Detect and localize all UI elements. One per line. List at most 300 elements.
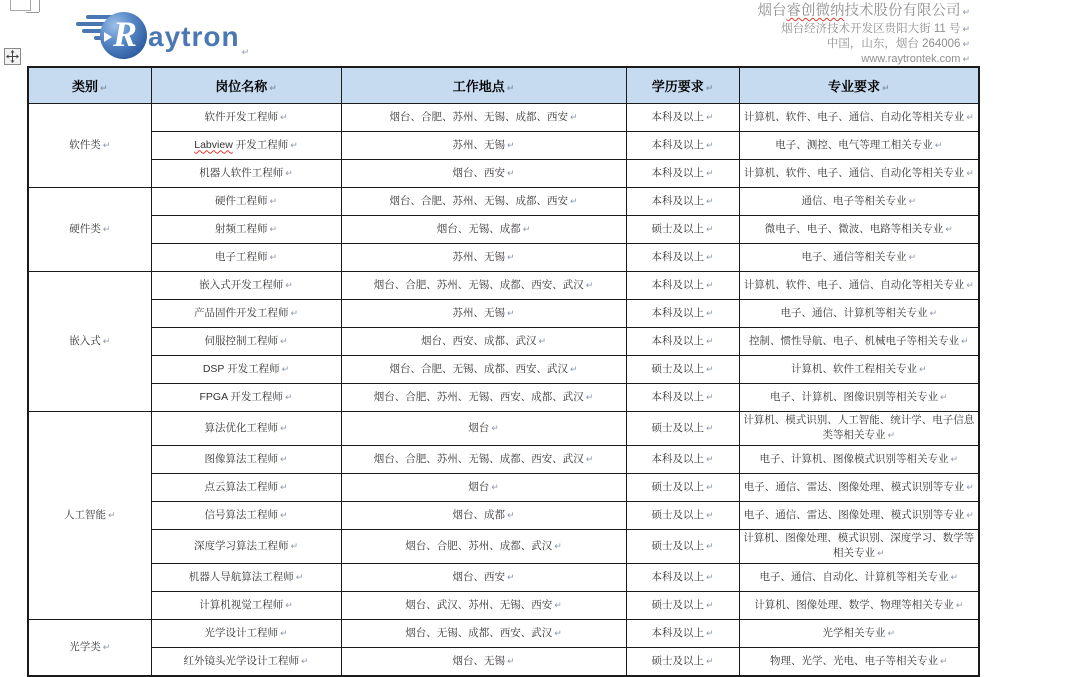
paragraph-mark: ↵	[107, 510, 116, 521]
major-label: 电子、通信、雷达、图像处理、模式识别等专业	[743, 480, 965, 493]
position-label: 软件开发工程师	[204, 110, 278, 123]
col-header-major[interactable]	[739, 67, 979, 104]
col-header-label: 学历要求	[651, 79, 704, 94]
position-cell[interactable]	[151, 592, 341, 620]
degree-cell[interactable]	[626, 244, 739, 272]
paragraph-mark: ↵	[585, 280, 594, 291]
location-cell[interactable]	[341, 530, 626, 564]
table-row	[28, 412, 979, 446]
paragraph-mark: ↵	[295, 572, 304, 583]
position-label: 产品固件开发工程师	[193, 306, 289, 319]
degree-cell[interactable]	[626, 474, 739, 502]
table-row	[28, 564, 979, 592]
location-cell[interactable]	[341, 244, 626, 272]
position-label: 点云算法工程师	[204, 480, 278, 493]
table-row	[28, 502, 979, 530]
degree-label: 硕士及以上	[651, 421, 704, 434]
location-cell[interactable]	[341, 272, 626, 300]
major-label: 计算机、软件、电子、通信、自动化等相关专业	[743, 166, 965, 179]
degree-label: 本科及以上	[651, 334, 704, 347]
paragraph-mark: ↵	[705, 280, 714, 291]
degree-label: 本科及以上	[651, 570, 704, 583]
logo-wordmark: aytron	[148, 21, 240, 52]
paragraph-mark: ↵	[955, 600, 964, 611]
company-city-line	[757, 38, 970, 52]
paragraph-mark: ↵	[705, 600, 714, 611]
degree-label: 硕士及以上	[651, 539, 704, 552]
position-cell[interactable]	[151, 244, 341, 272]
paragraph-mark: ↵	[934, 140, 943, 151]
location-label: 烟台、合肥、苏州、无锡、成都、西安、武汉	[373, 278, 584, 291]
table-row	[28, 592, 979, 620]
col-header-label: 工作地点	[452, 79, 505, 94]
major-cell[interactable]	[739, 502, 979, 530]
position-cell[interactable]	[151, 300, 341, 328]
paragraph-mark: ↵	[966, 510, 974, 521]
degree-label: 本科及以上	[651, 390, 704, 403]
major-label: 微电子、电子、微波、电路等相关专业	[764, 222, 944, 235]
major-cell[interactable]	[739, 328, 979, 356]
paragraph-mark: ↵	[522, 224, 531, 235]
paragraph-mark: ↵	[269, 252, 278, 263]
degree-label: 本科及以上	[651, 194, 704, 207]
table-header-row	[28, 67, 979, 104]
location-label: 烟台、合肥、苏州、无锡、成都、西安、武汉	[373, 452, 584, 465]
location-cell[interactable]	[341, 216, 626, 244]
category-label: 嵌入式	[69, 334, 101, 347]
paragraph-mark: ↵	[290, 308, 299, 319]
location-cell[interactable]	[341, 132, 626, 160]
position-cell[interactable]	[151, 216, 341, 244]
paragraph-mark: ↵	[945, 224, 953, 235]
position-cell[interactable]	[151, 384, 341, 412]
paragraph-mark: ↵	[908, 196, 917, 207]
paragraph-mark: ↵	[705, 196, 714, 207]
text-boundary-mark	[26, 12, 39, 13]
major-label: 控制、惯性导航、电子、机械电子等相关专业	[748, 334, 959, 347]
paragraph-mark: ↵	[585, 392, 594, 403]
position-cell[interactable]	[151, 564, 341, 592]
degree-label: 硕士及以上	[651, 222, 704, 235]
major-cell[interactable]	[739, 132, 979, 160]
degree-cell[interactable]	[626, 104, 739, 132]
paragraph-mark: ↵	[705, 510, 714, 521]
degree-label: 本科及以上	[651, 166, 704, 179]
paragraph-mark: ↵	[585, 454, 594, 465]
major-cell[interactable]	[739, 474, 979, 502]
paragraph-mark: ↵	[290, 541, 299, 552]
location-cell[interactable]	[341, 446, 626, 474]
category-cell[interactable]	[28, 188, 151, 272]
paragraph-mark: ↵	[908, 252, 917, 263]
paragraph-mark: ↵	[705, 392, 714, 403]
paragraph-mark: ↵	[887, 431, 896, 441]
major-cell[interactable]	[739, 272, 979, 300]
paragraph-mark: ↵	[966, 280, 974, 291]
degree-cell[interactable]	[626, 592, 739, 620]
paragraph-mark: ↵	[99, 84, 108, 94]
position-cell[interactable]	[151, 328, 341, 356]
degree-cell[interactable]	[626, 132, 739, 160]
position-cell[interactable]	[151, 446, 341, 474]
major-label: 计算机、图像处理、模式识别、深度学习、数学等相关专业	[743, 532, 975, 559]
degree-cell[interactable]	[626, 530, 739, 564]
degree-cell[interactable]	[626, 564, 739, 592]
degree-cell[interactable]	[626, 160, 739, 188]
paragraph-mark: ↵	[285, 600, 293, 611]
major-cell[interactable]	[739, 104, 979, 132]
position-label: 开发工程师	[232, 138, 289, 151]
major-cell[interactable]	[739, 620, 979, 648]
degree-cell[interactable]	[626, 356, 739, 384]
paragraph-mark: ↵	[102, 336, 111, 347]
paragraph-mark: ↵	[279, 482, 288, 493]
paragraph-mark: ↵	[962, 55, 970, 65]
position-cell[interactable]	[151, 620, 341, 648]
major-cell[interactable]	[739, 412, 979, 446]
paragraph-mark: ↵	[705, 252, 714, 263]
paragraph-mark: ↵	[290, 140, 298, 151]
location-cell[interactable]	[341, 384, 626, 412]
degree-cell[interactable]	[626, 648, 739, 677]
major-label: 电子、计算机、图像模式识别等相关专业	[759, 452, 949, 465]
location-cell[interactable]	[341, 592, 626, 620]
position-cell[interactable]	[151, 104, 341, 132]
paragraph-mark: ↵	[506, 84, 515, 94]
location-label: 烟台、武汉、苏州、无锡、西安	[405, 598, 553, 611]
table-row	[28, 160, 979, 188]
company-website: www.raytrontek.com	[861, 53, 961, 65]
location-label: 苏州、无锡	[452, 250, 505, 263]
category-label: 硬件类	[69, 222, 101, 235]
location-label: 烟台、合肥、苏州、成都、武汉	[405, 539, 553, 552]
col-header-label: 专业要求	[827, 79, 880, 94]
degree-cell[interactable]	[626, 328, 739, 356]
paragraph-mark: ↵	[881, 84, 890, 94]
paragraph-mark: ↵	[960, 336, 969, 347]
major-cell[interactable]	[739, 564, 979, 592]
table-row	[28, 216, 979, 244]
col-header-position[interactable]	[151, 67, 341, 104]
degree-cell[interactable]	[626, 502, 739, 530]
table-row	[28, 104, 979, 132]
table-row	[28, 188, 979, 216]
paragraph-mark: ↵	[705, 224, 714, 235]
paragraph-mark: ↵	[491, 423, 499, 434]
position-label: 机器人软件工程师	[199, 166, 284, 179]
paragraph-mark: ↵	[569, 364, 578, 375]
major-cell[interactable]	[739, 592, 979, 620]
table-row	[28, 272, 979, 300]
position-label: 深度学习算法工程师	[193, 539, 289, 552]
paragraph-mark: ↵	[506, 168, 515, 179]
col-header-label: 岗位名称	[215, 79, 268, 94]
col-header-category[interactable]	[28, 67, 151, 104]
position-label: 电子工程师	[214, 250, 268, 263]
degree-label: 硕士及以上	[651, 480, 704, 493]
paragraph-mark: ↵	[285, 168, 293, 179]
category-cell[interactable]	[28, 620, 151, 677]
major-label: 电子、通信、计算机等相关专业	[780, 306, 928, 319]
category-label: 软件类	[69, 138, 101, 151]
major-label: 电子、通信等相关专业	[801, 250, 907, 263]
position-cell[interactable]	[151, 132, 341, 160]
paragraph-mark: ↵	[705, 656, 714, 667]
degree-label: 本科及以上	[651, 626, 704, 639]
table-row	[28, 300, 979, 328]
position-cell[interactable]	[151, 356, 341, 384]
location-label: 烟台、西安	[452, 570, 505, 583]
location-cell[interactable]	[341, 620, 626, 648]
location-cell[interactable]	[341, 160, 626, 188]
category-label: 人工智能	[63, 508, 106, 521]
company-name-line	[757, 3, 970, 22]
paragraph-mark: ↵	[102, 140, 111, 151]
paragraph-mark: ↵	[705, 140, 714, 151]
paragraph-mark: ↵	[705, 541, 714, 552]
table-row	[28, 328, 979, 356]
paragraph-mark: ↵	[876, 549, 885, 559]
position-cell[interactable]	[151, 272, 341, 300]
degree-label: 本科及以上	[651, 452, 704, 465]
major-label: 计算机、软件、电子、通信、自动化等相关专业	[743, 110, 965, 123]
category-label: 光学类	[69, 640, 101, 653]
position-label: DSP 开发工程师	[202, 362, 280, 375]
category-cell[interactable]	[28, 272, 151, 412]
paragraph-mark: ↵	[279, 423, 288, 434]
location-cell[interactable]	[341, 648, 626, 677]
paragraph-mark: ↵	[269, 224, 278, 235]
paragraph-mark: ↵	[554, 600, 562, 611]
paragraph-mark: ↵	[506, 140, 515, 151]
location-label: 苏州、无锡	[452, 138, 505, 151]
company-website-line	[757, 53, 970, 67]
table-move-handle[interactable]	[4, 48, 21, 65]
paragraph-mark: ↵	[102, 642, 111, 653]
degree-cell[interactable]	[626, 446, 739, 474]
location-cell[interactable]	[341, 564, 626, 592]
location-cell[interactable]	[341, 356, 626, 384]
company-address: 烟台经济技术开发区贵阳大街 11 号	[781, 23, 961, 35]
position-label: 硬件工程师	[214, 194, 268, 207]
company-name-prefix: 烟台	[757, 3, 787, 19]
position-label: 嵌入式开发工程师	[199, 278, 284, 291]
company-name-suffix: 技术股份有限公司	[844, 3, 961, 19]
major-label: 计算机、模式识别、人工智能、统计学、电子信息类等相关专业	[743, 414, 975, 441]
paragraph-mark: ↵	[705, 628, 714, 639]
location-label: 烟台、无锡、成都、西安、武汉	[405, 626, 553, 639]
major-label: 电子、测控、电气等理工相关专业	[775, 138, 933, 151]
location-cell[interactable]	[341, 188, 626, 216]
position-label: FPGA 开发工程师	[199, 390, 283, 403]
major-cell[interactable]	[739, 530, 979, 564]
position-cell[interactable]	[151, 412, 341, 446]
paragraph-mark: ↵	[705, 364, 714, 375]
paragraph-mark: ↵	[705, 168, 714, 179]
paragraph-mark: ↵	[279, 336, 288, 347]
page-edge-marker	[10, 0, 31, 11]
text-boundary-mark	[39, 0, 40, 12]
paragraph-mark: ↵	[929, 308, 938, 319]
position-label: 信号算法工程师	[204, 508, 278, 521]
table-row	[28, 132, 979, 160]
major-label: 光学相关专业	[822, 626, 886, 639]
location-label: 烟台、无锡	[452, 654, 505, 667]
col-header-degree[interactable]	[626, 67, 739, 104]
degree-cell[interactable]	[626, 384, 739, 412]
position-label: 算法优化工程师	[204, 421, 278, 434]
paragraph-mark: ↵	[705, 482, 714, 493]
paragraph-mark: ↵	[887, 628, 896, 639]
location-label: 烟台、合肥、苏州、无锡、成都、西安	[389, 194, 568, 207]
paragraph-mark: ↵	[966, 482, 974, 493]
paragraph-mark: ↵	[538, 336, 547, 347]
major-cell[interactable]	[739, 384, 979, 412]
location-cell[interactable]	[341, 300, 626, 328]
position-cell[interactable]	[151, 530, 341, 564]
paragraph-mark: ↵	[569, 196, 578, 207]
move-cross-icon	[6, 50, 19, 63]
logo-ball-icon	[100, 12, 147, 59]
table-row	[28, 530, 979, 564]
col-header-location[interactable]	[341, 67, 626, 104]
paragraph-mark: ↵	[918, 364, 927, 375]
degree-label: 硕士及以上	[651, 362, 704, 375]
degree-label: 硕士及以上	[651, 654, 704, 667]
jobs-table	[27, 66, 980, 677]
table-row	[28, 244, 979, 272]
major-cell[interactable]	[739, 300, 979, 328]
major-label: 计算机、软件工程相关专业	[790, 362, 917, 375]
location-label: 苏州、无锡	[452, 306, 505, 319]
category-cell[interactable]	[28, 104, 151, 188]
position-cell[interactable]	[151, 188, 341, 216]
major-label: 电子、计算机、图像识别等相关专业	[769, 390, 938, 403]
paragraph-mark: ↵	[939, 656, 948, 667]
location-label: 烟台、西安	[452, 166, 505, 179]
company-address-line	[757, 23, 970, 37]
location-label: 烟台、无锡、成都	[436, 222, 521, 235]
position-label: 伺服控制工程师	[204, 334, 278, 347]
major-cell[interactable]	[739, 216, 979, 244]
degree-label: 本科及以上	[651, 138, 704, 151]
location-label: 烟台、合肥、苏州、无锡、西安、成都、武汉	[373, 390, 584, 403]
major-cell[interactable]	[739, 160, 979, 188]
paragraph-mark: ↵	[269, 196, 278, 207]
location-cell[interactable]	[341, 104, 626, 132]
position-label: 图像算法工程师	[204, 452, 278, 465]
position-spellcheck: Labview	[194, 138, 233, 151]
position-cell[interactable]	[151, 502, 341, 530]
major-cell[interactable]	[739, 446, 979, 474]
location-cell[interactable]	[341, 412, 626, 446]
major-label: 通信、电子等相关专业	[801, 194, 907, 207]
major-cell[interactable]	[739, 356, 979, 384]
raytron-logo[interactable]	[76, 8, 249, 62]
paragraph-mark: ↵	[705, 423, 714, 434]
paragraph-mark: ↵	[569, 112, 578, 123]
paragraph-mark: ↵	[279, 454, 288, 465]
category-cell[interactable]	[28, 412, 151, 620]
table-row	[28, 648, 979, 677]
degree-label: 硕士及以上	[651, 508, 704, 521]
paragraph-mark: ↵	[950, 572, 959, 583]
position-cell[interactable]	[151, 160, 341, 188]
location-label: 烟台、西安、成都、武汉	[420, 334, 537, 347]
major-label: 物理、光学、光电、电子等相关专业	[769, 654, 938, 667]
position-label: 光学设计工程师	[204, 626, 278, 639]
position-label: 机器人导航算法工程师	[188, 570, 294, 583]
paragraph-mark: ↵	[279, 112, 288, 123]
major-cell[interactable]	[739, 648, 979, 677]
degree-cell[interactable]	[626, 216, 739, 244]
location-label: 烟台、成都	[452, 508, 505, 521]
paragraph-mark: ↵	[284, 392, 293, 403]
degree-cell[interactable]	[626, 188, 739, 216]
degree-label: 本科及以上	[651, 250, 704, 263]
degree-label: 硕士及以上	[651, 598, 704, 611]
major-cell[interactable]	[739, 188, 979, 216]
degree-cell[interactable]	[626, 300, 739, 328]
paragraph-mark: ↵	[950, 454, 959, 465]
table-body	[28, 104, 979, 677]
paragraph-mark: ↵	[705, 112, 714, 123]
position-label: 红外镜头光学设计工程师	[183, 654, 299, 667]
table-row	[28, 474, 979, 502]
paragraph-mark: ↵	[554, 628, 562, 639]
paragraph-mark: ↵	[705, 308, 714, 319]
degree-cell[interactable]	[626, 412, 739, 446]
paragraph-mark: ↵	[506, 572, 515, 583]
position-cell[interactable]	[151, 474, 341, 502]
major-label: 计算机、图像处理、数学、物理等相关专业	[754, 598, 954, 611]
location-label: 烟台	[468, 480, 490, 493]
degree-label: 本科及以上	[651, 306, 704, 319]
paragraph-mark: ↵	[506, 252, 515, 263]
major-label: 计算机、软件、电子、通信、自动化等相关专业	[743, 278, 965, 291]
degree-cell[interactable]	[626, 620, 739, 648]
paragraph-mark: ↵	[506, 308, 515, 319]
table-row	[28, 356, 979, 384]
major-cell[interactable]	[739, 244, 979, 272]
position-label: 计算机视觉工程师	[199, 598, 284, 611]
company-name-spellcheck: 睿创微纳	[786, 3, 845, 19]
company-header-block[interactable]	[757, 3, 970, 67]
paragraph-mark: ↵	[279, 628, 288, 639]
paragraph-mark: ↵	[279, 510, 288, 521]
location-cell[interactable]	[341, 474, 626, 502]
degree-label: 本科及以上	[651, 278, 704, 291]
position-label: 射频工程师	[214, 222, 268, 235]
paragraph-mark: ↵	[962, 25, 970, 35]
location-cell[interactable]	[341, 502, 626, 530]
table-row	[28, 384, 979, 412]
position-cell[interactable]	[151, 648, 341, 677]
paragraph-mark: ↵	[962, 8, 970, 18]
paragraph-mark: ↵	[705, 454, 714, 465]
paragraph-mark: ↵	[962, 40, 970, 50]
paragraph-mark: ↵	[102, 224, 111, 235]
location-label: 烟台、合肥、无锡、成都、西安、武汉	[389, 362, 568, 375]
location-cell[interactable]	[341, 328, 626, 356]
degree-cell[interactable]	[626, 272, 739, 300]
table-row	[28, 620, 979, 648]
paragraph-mark: ↵	[241, 48, 250, 58]
major-label: 电子、通信、自动化、计算机等相关专业	[759, 570, 949, 583]
company-city: 中国，山东，烟台 264006	[826, 38, 961, 50]
paragraph-mark: ↵	[705, 336, 714, 347]
paragraph-mark: ↵	[506, 656, 515, 667]
